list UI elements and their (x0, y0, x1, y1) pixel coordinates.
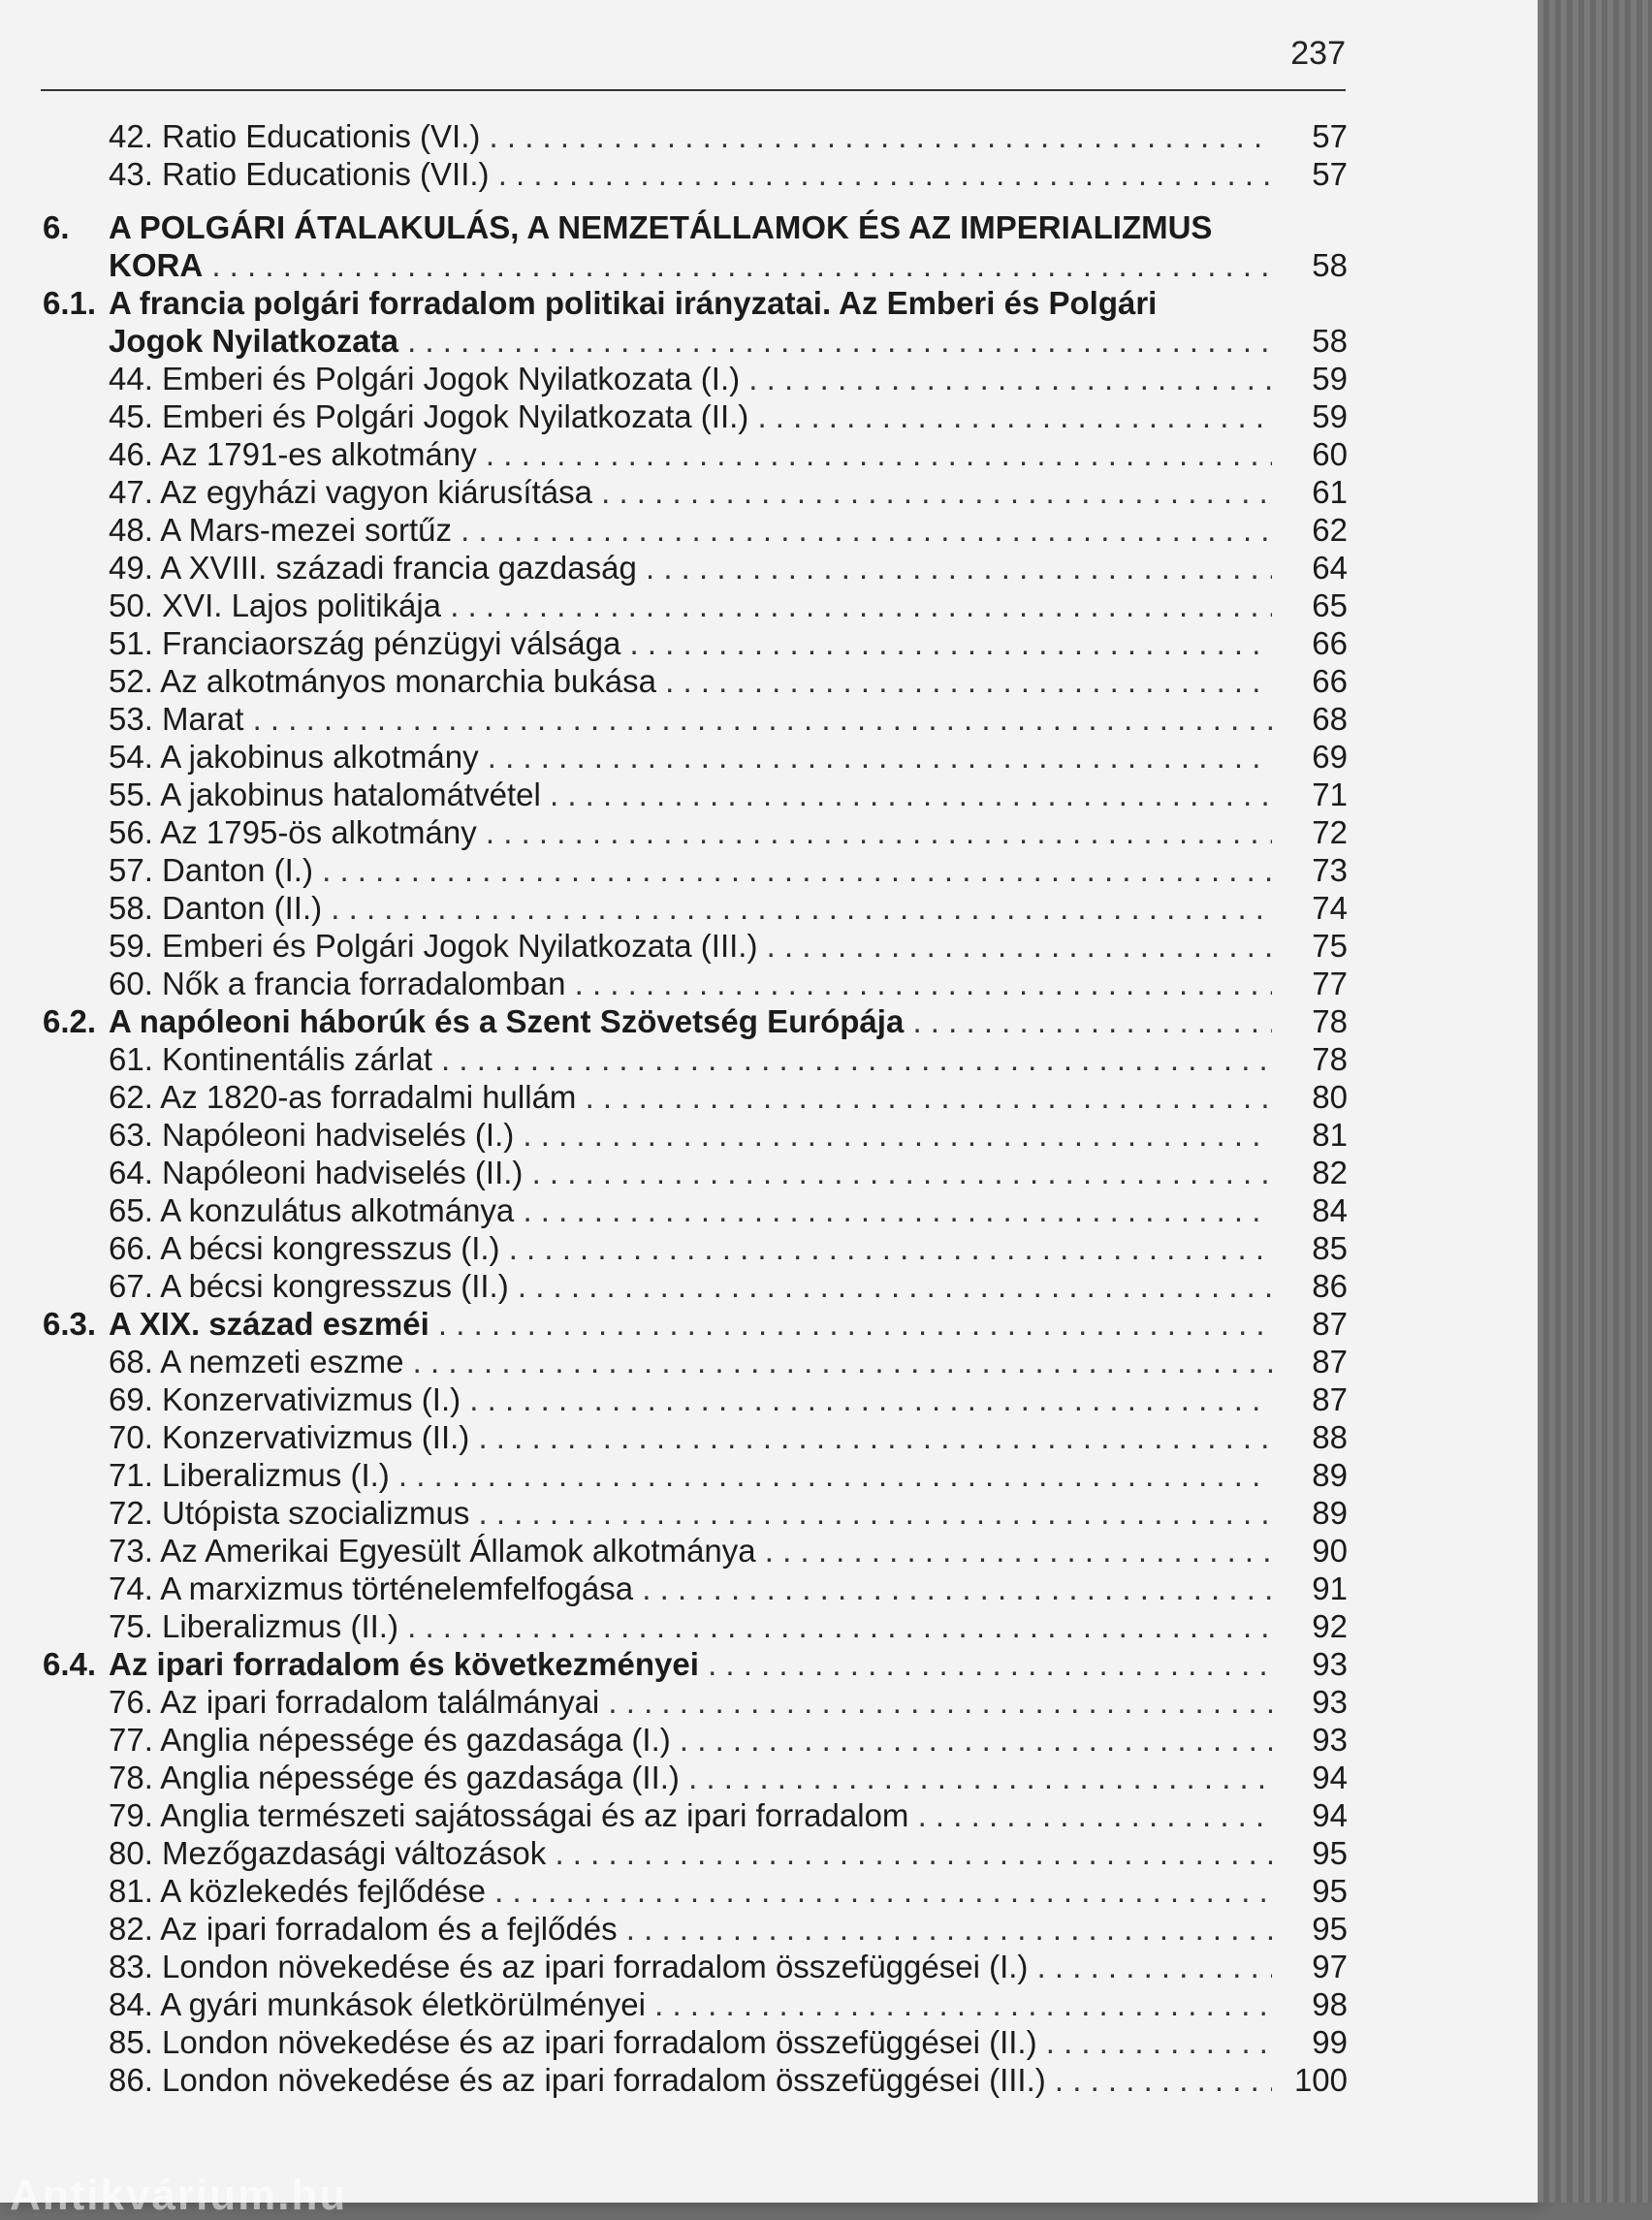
toc-entry-title: 81. A közlekedés fejlődése . . . (109, 1873, 1272, 1911)
toc-entry (0, 1986, 1538, 2024)
toc-entry (0, 966, 1538, 1003)
toc-entry (0, 1646, 1538, 1684)
toc-entry-title: 84. A gyári munkások életkörülményei . . . (109, 1986, 1272, 2024)
toc-entry (0, 2062, 1538, 2100)
toc-entry-page: 88 (1312, 1419, 1348, 1455)
toc-entry-page: 82 (1312, 1155, 1348, 1190)
toc-entry-page: 100 (1293, 2062, 1348, 2098)
toc-entry-page: 95 (1312, 1873, 1348, 1909)
toc-entry-page: 94 (1312, 1760, 1348, 1795)
toc-entry (0, 247, 1538, 285)
toc-entry (0, 118, 1538, 156)
toc-entry (0, 209, 1538, 247)
toc-entry-title: 56. Az 1795-ös alkotmány . . . (109, 814, 1272, 852)
toc-entry-page: 93 (1312, 1722, 1348, 1758)
toc-entry-title: 69. Konzervativizmus (I.) . . . (109, 1381, 1272, 1419)
toc-entry-page: 99 (1312, 2024, 1348, 2060)
toc-entry (0, 1760, 1538, 1797)
toc-entry (0, 1797, 1538, 1835)
toc-entry-page: 68 (1312, 701, 1348, 737)
toc-entry (0, 1457, 1538, 1495)
toc-entry-page: 73 (1312, 852, 1348, 888)
toc-entry-number: 6.2. (43, 1003, 97, 1039)
toc-entry (0, 1155, 1538, 1192)
toc-entry-title: 55. A jakobinus hatalomátvétel . . . (109, 777, 1272, 814)
toc-entry (0, 890, 1538, 928)
toc-entry (0, 1192, 1538, 1230)
toc-entry-title: 48. A Mars-mezei sortűz . . . (109, 512, 1272, 550)
toc-entry-title: 79. Anglia természeti sajátosságai és az ipari forradalom . . . (109, 1797, 1272, 1835)
toc-entry-title: 75. Liberalizmus (II.) . . . (109, 1608, 1272, 1646)
toc-entry-title: 52. Az alkotmányos monarchia bukása . . . (109, 663, 1272, 701)
toc-entry-page: 86 (1312, 1268, 1348, 1304)
toc-entry-title: 65. A konzulátus alkotmánya . . . (109, 1192, 1272, 1230)
toc-entry (0, 739, 1538, 777)
toc-entry-title: 60. Nők a francia forradalomban . . . (109, 966, 1272, 1003)
toc-entry-title: KORA . . . (109, 247, 1272, 285)
toc-entry (0, 1381, 1538, 1419)
toc-entry (0, 1268, 1538, 1306)
toc-entry-title: 73. Az Amerikai Egyesült Államok alkotmánya . . . (109, 1533, 1272, 1570)
toc-entry-page: 93 (1312, 1646, 1348, 1682)
toc-entry-title: 86. London növekedése és az ipari forradalom összefüggései (III.) . . . (109, 2062, 1272, 2100)
toc-entry-page: 59 (1312, 361, 1348, 396)
toc-entry-page: 95 (1312, 1835, 1348, 1871)
toc-entry-title: 62. Az 1820-as forradalmi hullám . . . (109, 1079, 1272, 1117)
toc-entry (0, 1608, 1538, 1646)
toc-entry-page: 77 (1312, 966, 1348, 1001)
toc-entry (0, 587, 1538, 625)
toc-entry-title: 72. Utópista szocializmus . . . (109, 1495, 1272, 1533)
toc-entry-page: 94 (1312, 1797, 1348, 1833)
toc-entry-page: 87 (1312, 1306, 1348, 1342)
toc-entry-title: 50. XVI. Lajos politikája . . . (109, 587, 1272, 625)
toc-entry-title: 54. A jakobinus alkotmány . . . (109, 739, 1272, 777)
toc-entry-page: 89 (1312, 1495, 1348, 1531)
toc-entry (0, 156, 1538, 194)
toc-entry-title: 46. Az 1791-es alkotmány . . . (109, 436, 1272, 474)
toc-entry (0, 361, 1538, 398)
toc-entry (0, 1570, 1538, 1608)
toc-entry-title: A XIX. század eszméi . . . (109, 1306, 1272, 1344)
toc-entry (0, 398, 1538, 436)
toc-entry-page: 62 (1312, 512, 1348, 548)
toc-entry (0, 550, 1538, 587)
toc-entry-page: 87 (1312, 1381, 1348, 1417)
toc-entry-title: 83. London növekedése és az ipari forradalom összefüggései (I.) . . . (109, 1949, 1272, 1986)
toc-entry-title: 76. Az ipari forradalom találmányai . . . (109, 1684, 1272, 1722)
toc-entry (0, 814, 1538, 852)
toc-entry-title: 85. London növekedése és az ipari forradalom összefüggései (II.) . . . (109, 2024, 1272, 2062)
toc-entry-page: 60 (1312, 436, 1348, 472)
toc-entry (0, 701, 1538, 739)
toc-entry-page: 59 (1312, 398, 1348, 434)
toc-entry-title: 63. Napóleoni hadviselés (I.) . . . (109, 1117, 1272, 1155)
toc-entry (0, 1419, 1538, 1457)
toc-entry-page: 69 (1312, 739, 1348, 775)
toc-entry-title: 77. Anglia népessége és gazdasága (I.) . . . (109, 1722, 1272, 1760)
toc-entry-title: 61. Kontinentális zárlat . . . (109, 1041, 1272, 1079)
header-rule (41, 89, 1346, 91)
toc-entry-page: 89 (1312, 1457, 1348, 1493)
toc-entry-page: 58 (1312, 323, 1348, 359)
toc-entry-page: 81 (1312, 1117, 1348, 1153)
toc-entry-title: Az ipari forradalom és következményei . . . (109, 1646, 1272, 1684)
toc-entry-page: 97 (1312, 1949, 1348, 1984)
toc-entry-page: 57 (1312, 118, 1348, 154)
toc-entry (0, 1684, 1538, 1722)
toc-entry (0, 1079, 1538, 1117)
toc-entry-number: 6.1. (43, 285, 97, 321)
toc-entry-page: 61 (1312, 474, 1348, 510)
toc-entry-title: 45. Emberi és Polgári Jogok Nyilatkozata (II.) . . . (109, 398, 1272, 436)
toc-entry-page: 92 (1312, 1608, 1348, 1644)
toc-entry (0, 663, 1538, 701)
toc-entry-number: 6.3. (43, 1306, 97, 1342)
toc-entry (0, 2024, 1538, 2062)
toc-entry-title: A napóleoni háborúk és a Szent Szövetség Európája . . . (109, 1003, 1272, 1041)
toc-entry-title: Jogok Nyilatkozata . . . (109, 323, 1272, 361)
toc-entry-page: 71 (1312, 777, 1348, 812)
toc-entry-page: 65 (1312, 587, 1348, 623)
toc-entry-title: 57. Danton (I.) . . . (109, 852, 1272, 890)
toc-entry-page: 66 (1312, 625, 1348, 661)
toc-entry-number: 6. (43, 209, 70, 245)
toc-entry-page: 64 (1312, 550, 1348, 586)
table-of-contents (0, 118, 1538, 2100)
toc-entry (0, 1344, 1538, 1381)
toc-entry-title: A francia polgári forradalom politikai irányzatai. Az Emberi és Polgári (109, 285, 1158, 321)
toc-entry-title: 80. Mezőgazdasági változások . . . (109, 1835, 1272, 1873)
toc-entry (0, 1911, 1538, 1949)
toc-entry (0, 285, 1538, 323)
toc-entry-page: 72 (1312, 814, 1348, 850)
toc-entry-title: 71. Liberalizmus (I.) . . . (109, 1457, 1272, 1495)
toc-entry (0, 1041, 1538, 1079)
toc-entry-page: 95 (1312, 1911, 1348, 1947)
toc-entry-title: A POLGÁRI ÁTALAKULÁS, A NEMZETÁLLAMOK ÉS AZ IMPERIALIZMUS (109, 209, 1213, 245)
toc-entry-title: 49. A XVIII. századi francia gazdaság . . . (109, 550, 1272, 587)
toc-entry-title: 68. A nemzeti eszme . . . (109, 1344, 1272, 1381)
toc-entry-title: 82. Az ipari forradalom és a fejlődés . . . (109, 1911, 1272, 1949)
toc-entry-title: 44. Emberi és Polgári Jogok Nyilatkozata (I.) . . . (109, 361, 1272, 398)
toc-entry (0, 512, 1538, 550)
next-page-edge (1538, 0, 1652, 2203)
toc-entry-title: 47. Az egyházi vagyon kiárusítása . . . (109, 474, 1272, 512)
toc-entry (0, 1117, 1538, 1155)
toc-entry-page: 91 (1312, 1570, 1348, 1606)
toc-entry-page: 90 (1312, 1533, 1348, 1569)
toc-entry (0, 777, 1538, 814)
toc-entry-number: 6.4. (43, 1646, 97, 1682)
toc-entry (0, 928, 1538, 966)
toc-entry-title: 78. Anglia népessége és gazdasága (II.) . . . (109, 1760, 1272, 1797)
toc-entry-page: 58 (1312, 247, 1348, 283)
toc-entry-title: 53. Marat . . . (109, 701, 1272, 739)
toc-entry-title: 66. A bécsi kongresszus (I.) . . . (109, 1230, 1272, 1268)
toc-entry-page: 84 (1312, 1192, 1348, 1228)
toc-entry (0, 323, 1538, 361)
toc-entry-page: 85 (1312, 1230, 1348, 1266)
toc-entry-page: 57 (1312, 156, 1348, 192)
toc-entry-page: 75 (1312, 928, 1348, 964)
toc-entry-title: 59. Emberi és Polgári Jogok Nyilatkozata (III.) . . . (109, 928, 1272, 966)
toc-entry-title: 70. Konzervativizmus (II.) . . . (109, 1419, 1272, 1457)
toc-entry-title: 51. Franciaország pénzügyi válsága . . . (109, 625, 1272, 663)
toc-entry (0, 1495, 1538, 1533)
toc-entry (0, 625, 1538, 663)
toc-entry-title: 74. A marxizmus történelemfelfogása . . . (109, 1570, 1272, 1608)
toc-entry-page: 93 (1312, 1684, 1348, 1720)
toc-entry-page: 87 (1312, 1344, 1348, 1380)
toc-entry-title: 58. Danton (II.) . . . (109, 890, 1272, 928)
toc-entry-title: 43. Ratio Educationis (VII.) . . . (109, 156, 1272, 194)
toc-entry (0, 1873, 1538, 1911)
toc-entry-page: 98 (1312, 1986, 1348, 2022)
page-number: 237 (1290, 35, 1346, 72)
watermark: Antikvárium.hu (10, 2172, 348, 2219)
toc-entry-page: 78 (1312, 1041, 1348, 1077)
toc-entry (0, 436, 1538, 474)
toc-entry-title: 67. A bécsi kongresszus (II.) . . . (109, 1268, 1272, 1306)
toc-entry (0, 1835, 1538, 1873)
toc-entry (0, 1533, 1538, 1570)
toc-entry-page: 74 (1312, 890, 1348, 926)
toc-entry-page: 80 (1312, 1079, 1348, 1115)
toc-entry-page: 78 (1312, 1003, 1348, 1039)
toc-entry-page: 66 (1312, 663, 1348, 699)
toc-entry (0, 1722, 1538, 1760)
toc-entry (0, 1949, 1538, 1986)
toc-entry (0, 852, 1538, 890)
toc-entry-title: 64. Napóleoni hadviselés (II.) . . . (109, 1155, 1272, 1192)
toc-entry (0, 474, 1538, 512)
toc-entry (0, 1003, 1538, 1041)
toc-entry (0, 1306, 1538, 1344)
toc-entry (0, 1230, 1538, 1268)
toc-entry-title: 42. Ratio Educationis (VI.) . . . (109, 118, 1272, 156)
